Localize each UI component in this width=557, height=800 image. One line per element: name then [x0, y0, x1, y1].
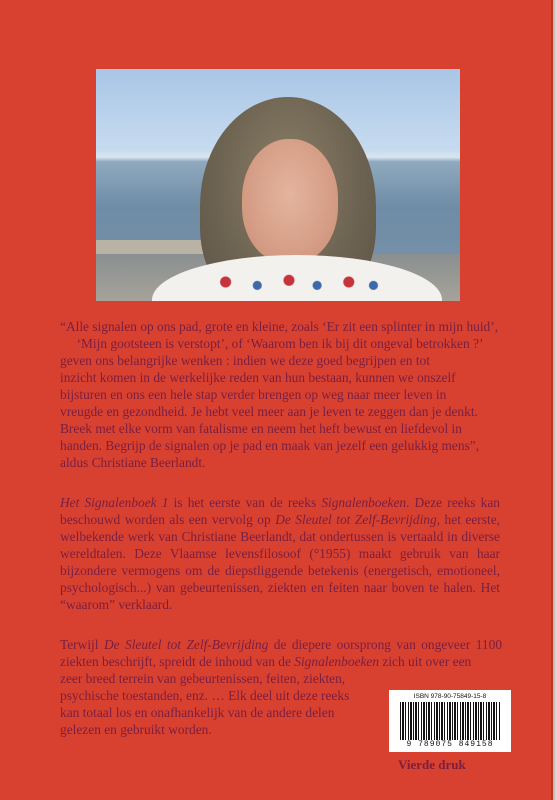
photo-pier	[96, 240, 216, 254]
barcode-digits: 9 789075 849158	[406, 740, 494, 749]
quote-line: ‘Mijn gootsteen is verstopt’, of ‘Waarom ben ik bij dit ongeval betrokken ?’	[76, 336, 484, 351]
barcode-bars	[400, 702, 500, 740]
photo-embroidery	[208, 265, 384, 299]
series-line: kan totaal los en onafhankelijk van de andere delen	[60, 705, 335, 720]
isbn-label: ISBN 978-90-75849-15-8	[413, 693, 487, 700]
quote-line: vreugde en gezondheid. Je hebt veel meer aan je leven te zeggen dan je denkt.	[60, 404, 478, 419]
related-book-title: De Sleutel tot Zelf-Bevrijding	[103, 637, 269, 652]
description-text: . Deze reeks kan beschouwd worden als een vervolg op	[60, 495, 500, 527]
quote-line: bijsturen en ons een hele stap verder brengen op weg naar meer leven in	[60, 387, 447, 402]
quote-line: inzicht komen in de werkelijke reden van hun bestaan, kunnen we onszelf	[60, 370, 456, 385]
series-line: gelezen en gebruikt worden.	[60, 722, 212, 737]
quote-line: aldus Christiane Beerlandt.	[60, 455, 206, 470]
series-line: psychische toestanden, enz. … Elk deel uit deze reeks	[60, 688, 350, 703]
series-text: Terwijl	[60, 637, 104, 652]
page-edge	[553, 0, 557, 800]
series-line: zeer breed terrein van gebeurtenissen, feiten, ziekten,	[60, 671, 346, 686]
quote-line: handen. Begrijp de signalen op je pad en maak van jezelf een gelukkig mens”,	[60, 438, 480, 453]
quote-line: Breek met elke vorm van fatalisme en neem het heft bewust en liefdevol in	[60, 421, 462, 436]
series-text: zich uit over een	[379, 654, 472, 669]
related-book-title: De Sleutel tot Zelf-Bevrijding	[275, 512, 437, 527]
series-title: Signalenboeken	[321, 495, 407, 510]
isbn-barcode	[389, 690, 511, 752]
quote-line: geven ons belangrijke wenken : indien we deze goed begrijpen en tot	[60, 353, 430, 368]
edition-label: Vierde druk	[398, 757, 466, 772]
series-text: de diepere oorsprong van ongeveer 1100 ziekten beschrijft, spreidt de inhoud van de	[60, 637, 503, 669]
series-text-narrow	[60, 670, 378, 738]
description-text: , het eerste, welbekende werk van Christiane Beerlandt, dat ondertussen is vertaald in diverse wereldtalen. Deze Vlaamse levensfilosoof (°1955) maakt gebruik van haar bijzondere vermogens om de diepstliggende betekenis (energetisch, emotioneel, psychologisch...) van gebeurtenissen, ziekten en feiten naar boven te halen. Het “waarom” verklaard.	[60, 512, 500, 612]
series-title: Signalenboeken	[294, 654, 380, 669]
quote-line: “Alle signalen op ons pad, grote en kleine, zoals ‘Er zit een splinter in mijn huid’,	[60, 319, 499, 334]
description-paragraph	[60, 494, 500, 613]
author-photo	[96, 69, 460, 301]
photo-face	[242, 139, 338, 263]
quote-paragraph	[60, 318, 500, 471]
description-text: is het eerste van de reeks	[168, 495, 322, 510]
book-title: Het Signalenboek 1	[60, 495, 169, 510]
